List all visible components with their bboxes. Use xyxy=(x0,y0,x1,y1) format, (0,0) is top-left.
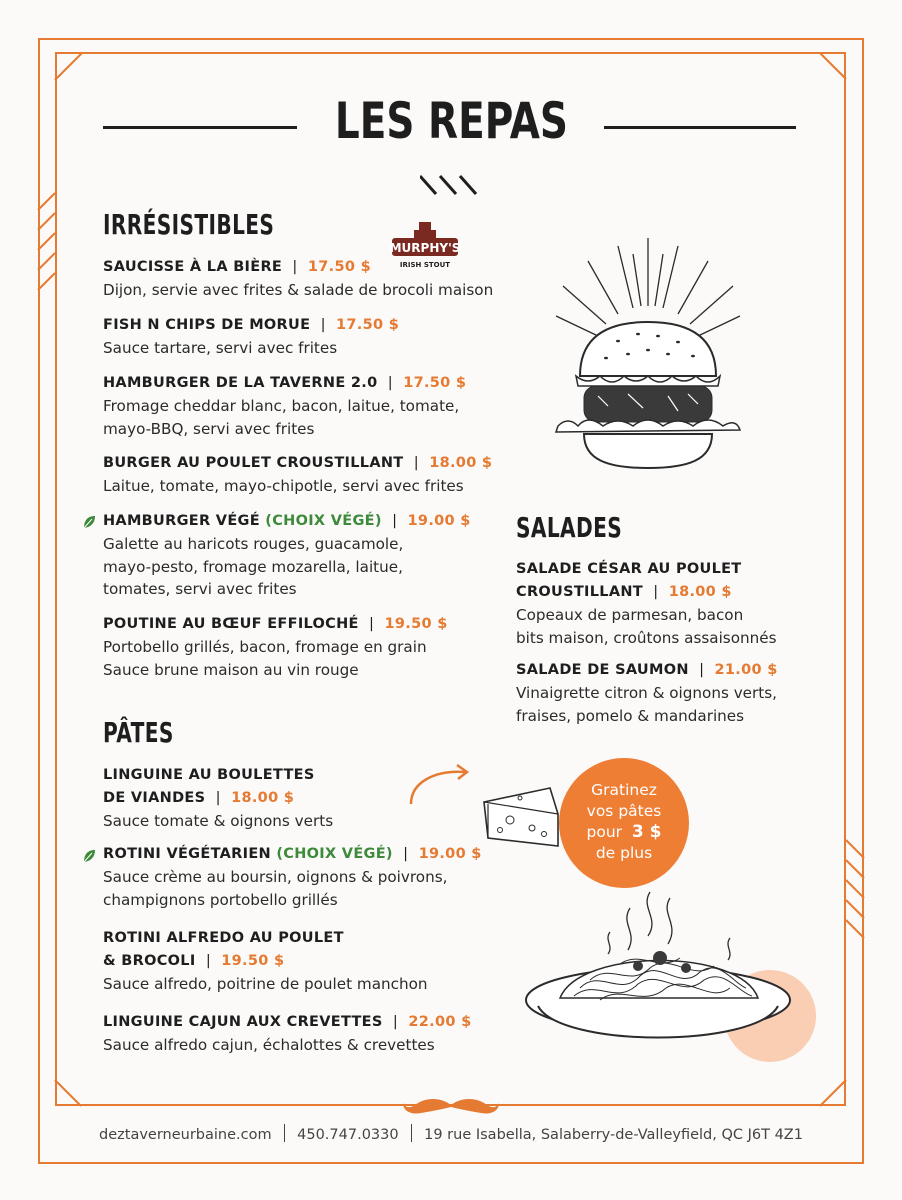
item-price: 19.50 $ xyxy=(221,953,285,969)
item-name: LINGUINE AU BOULETTES xyxy=(103,767,315,783)
item-name: & BROCOLI xyxy=(103,953,196,969)
gratin-line1: Gratinez xyxy=(591,781,657,799)
murphys-logo-subtext: IRISH STOUT xyxy=(399,261,451,269)
gratin-line3-pre: pour xyxy=(586,823,623,841)
footer xyxy=(0,1124,902,1143)
menu-item: POUTINE AU BŒUF EFFILOCHÉ | 19.50 $ Portobello grillés, bacon, fromage en grain Sauce brune maison au vin rouge xyxy=(103,613,448,681)
pasta-illustration xyxy=(520,888,796,1058)
gratin-price: 3 $ xyxy=(631,822,662,842)
section-heading-pates: PÂTES xyxy=(103,716,174,749)
murphys-logo-text: MURPHY'S xyxy=(389,241,461,255)
item-price: 17.50 $ xyxy=(336,317,400,333)
slash-ornament xyxy=(420,174,484,198)
veg-leaf-icon xyxy=(82,849,96,863)
item-desc: mayo-pesto, fromage mozarella, laitue, xyxy=(103,557,403,576)
item-name: BURGER AU POULET CROUSTILLANT xyxy=(103,455,404,471)
item-desc: Sauce brune maison au vin rouge xyxy=(103,660,359,679)
burger-illustration xyxy=(548,236,748,472)
menu-item: FISH N CHIPS DE MORUE | 17.50 $ Sauce tartare, servi avec frites xyxy=(103,314,399,360)
arrow-icon xyxy=(405,762,475,808)
item-desc: Sauce tartare, servi avec frites xyxy=(103,339,338,357)
footer-divider xyxy=(411,1124,413,1142)
item-name: ROTINI ALFREDO AU POULET xyxy=(103,930,344,946)
menu-item: SALADE DE SAUMON | 21.00 $ Vinaigrette citron & oignons verts, fraises, pomelo & mandarines xyxy=(516,659,778,727)
footer-divider xyxy=(284,1124,286,1142)
item-desc: mayo-BBQ, servi avec frites xyxy=(103,419,315,438)
item-name: HAMBURGER VÉGÉ xyxy=(103,513,260,529)
item-name: POUTINE AU BŒUF EFFILOCHÉ xyxy=(103,616,359,632)
footer-address: 19 rue Isabella, Salaberry-de-Valleyfield, QC J6T 4Z1 xyxy=(424,1127,803,1143)
item-desc: bits maison, croûtons assaisonnés xyxy=(516,628,777,647)
item-price: 19.50 $ xyxy=(384,616,448,632)
item-desc: Sauce alfredo, poitrine de poulet manchon xyxy=(103,975,428,993)
item-price: 21.00 $ xyxy=(714,662,778,678)
item-desc: Fromage cheddar blanc, bacon, laitue, tomate, xyxy=(103,397,460,415)
item-name: SAUCISSE À LA BIÈRE xyxy=(103,259,283,275)
item-price: 17.50 $ xyxy=(307,259,371,275)
item-price: 18.00 $ xyxy=(668,584,732,600)
menu-item: BURGER AU POULET CROUSTILLANT | 18.00 $ Laitue, tomate, mayo-chipotle, servi avec frites xyxy=(103,452,492,498)
item-desc: Galette au haricots rouges, guacamole, xyxy=(103,535,404,553)
item-name: DE VIANDES xyxy=(103,790,206,806)
item-price: 22.00 $ xyxy=(408,1014,472,1030)
menu-item: HAMBURGER DE LA TAVERNE 2.0 | 17.50 $ Fromage cheddar blanc, bacon, laitue, tomate, mayo-BBQ, servi avec frites xyxy=(103,372,466,440)
title-wrap xyxy=(0,92,902,150)
cheese-illustration xyxy=(480,784,562,848)
item-desc: Portobello grillés, bacon, fromage en grain xyxy=(103,638,427,656)
item-price: 18.00 $ xyxy=(429,455,493,471)
item-name: ROTINI VÉGÉTARIEN xyxy=(103,846,271,862)
item-desc: champignons portobello grillés xyxy=(103,890,338,909)
item-desc: Copeaux de parmesan, bacon xyxy=(516,606,744,624)
page-title: LES REPAS xyxy=(334,92,568,150)
item-desc: Dijon, servie avec frites & salade de brocoli maison xyxy=(103,281,494,299)
item-name: CROUSTILLANT xyxy=(516,584,643,600)
mustache-ornament xyxy=(401,1095,501,1117)
menu-item: ROTINI VÉGÉTARIEN (CHOIX VÉGÉ) | 19.00 $ Sauce crème au boursin, oignons & poivrons, champignons portobello grillés xyxy=(103,843,482,911)
item-price: 19.00 $ xyxy=(418,846,482,862)
item-desc: Vinaigrette citron & oignons verts, xyxy=(516,684,777,702)
menu-item: ROTINI ALFREDO AU POULET & BROCOLI | 19.50 $ Sauce alfredo, poitrine de poulet manchon xyxy=(103,927,428,996)
footer-phone[interactable]: 450.747.0330 xyxy=(297,1127,399,1143)
menu-item: LINGUINE AU BOULETTES DE VIANDES | 18.00 $ Sauce tomate & oignons verts xyxy=(103,764,333,833)
section-heading-salades: SALADES xyxy=(516,511,623,544)
item-name: FISH N CHIPS DE MORUE xyxy=(103,317,311,333)
item-desc: Sauce tomate & oignons verts xyxy=(103,812,334,830)
veg-tag: (CHOIX VÉGÉ) xyxy=(276,846,393,862)
menu-item: HAMBURGER VÉGÉ (CHOIX VÉGÉ) | 19.00 $ Galette au haricots rouges, guacamole, mayo-pesto, fromage mozarella, laitue, tomates, servi avec frites xyxy=(103,510,471,601)
section-heading-irresistibles: IRRÉSISTIBLES xyxy=(103,208,275,241)
menu-item: SALADE CÉSAR AU POULET CROUSTILLANT | 18.00 $ Copeaux de parmesan, bacon bits maison, croûtons assaisonnés xyxy=(516,558,777,649)
item-desc: Laitue, tomate, mayo-chipotle, servi avec frites xyxy=(103,477,464,495)
item-desc: Sauce crème au boursin, oignons & poivrons, xyxy=(103,868,448,886)
item-price: 18.00 $ xyxy=(231,790,295,806)
veg-tag: (CHOIX VÉGÉ) xyxy=(265,513,382,529)
item-price: 17.50 $ xyxy=(403,375,467,391)
veg-leaf-icon xyxy=(82,515,96,529)
item-name: LINGUINE CAJUN AUX CREVETTES xyxy=(103,1014,383,1030)
item-name: SALADE CÉSAR AU POULET xyxy=(516,561,742,577)
item-desc: fraises, pomelo & mandarines xyxy=(516,706,745,725)
menu-item: SAUCISSE À LA BIÈRE | 17.50 $ Dijon, servie avec frites & salade de brocoli maison xyxy=(103,256,493,302)
menu-item: LINGUINE CAJUN AUX CREVETTES | 22.00 $ Sauce alfredo cajun, échalottes & crevettes xyxy=(103,1011,471,1057)
footer-website[interactable]: deztaverneurbaine.com xyxy=(99,1127,272,1143)
gratin-line4: de plus xyxy=(595,844,653,862)
item-name: SALADE DE SAUMON xyxy=(516,662,689,678)
item-desc: Sauce alfredo cajun, échalottes & crevettes xyxy=(103,1036,435,1054)
item-price: 19.00 $ xyxy=(407,513,471,529)
gratin-line2: vos pâtes xyxy=(586,802,662,820)
item-name: HAMBURGER DE LA TAVERNE 2.0 xyxy=(103,375,378,391)
gratin-badge xyxy=(559,758,689,888)
item-desc: tomates, servi avec frites xyxy=(103,580,297,598)
